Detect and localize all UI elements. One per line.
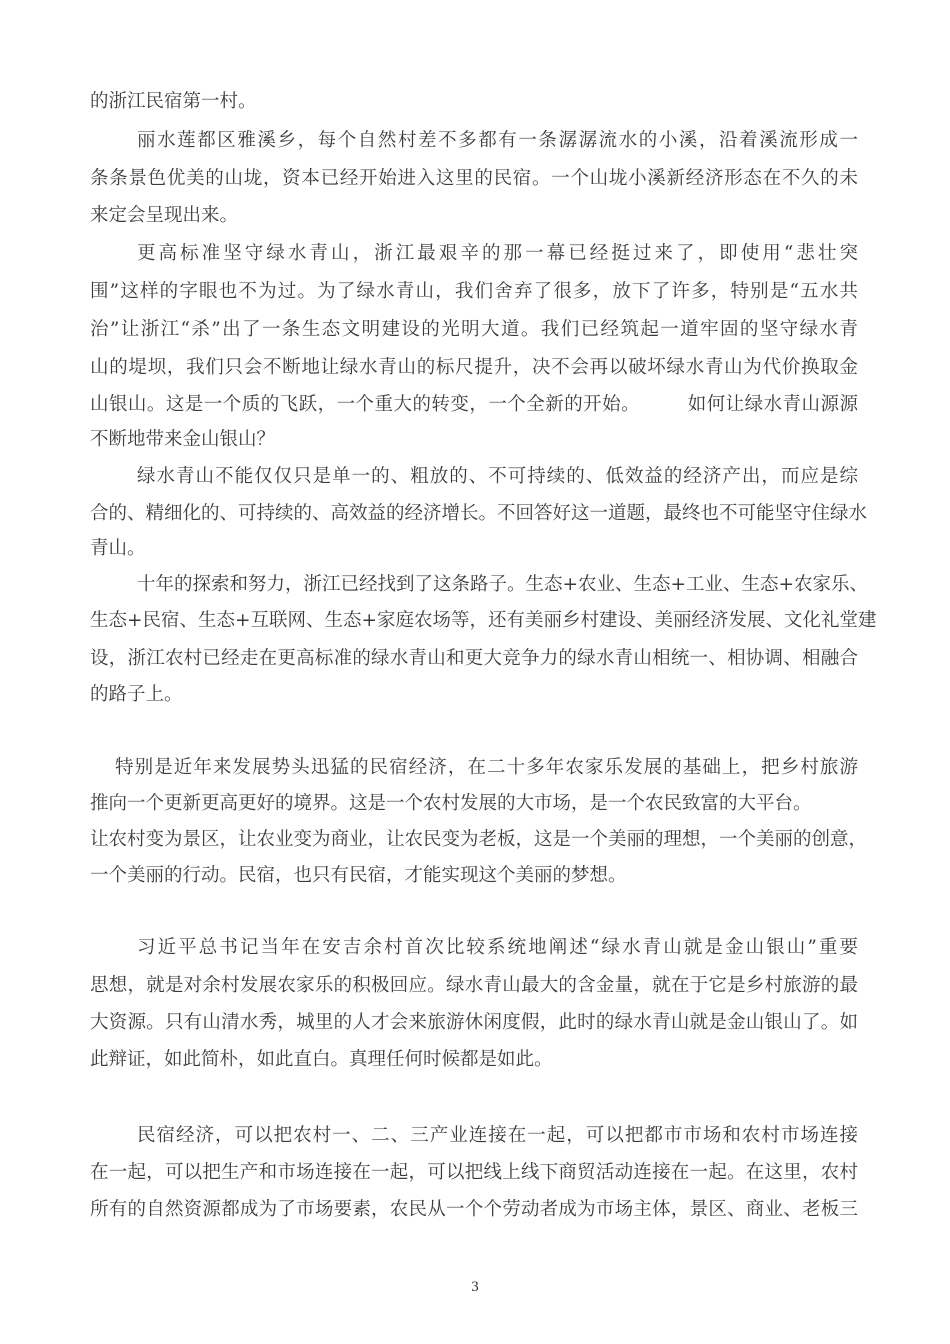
text-line: 青山。: [90, 538, 146, 559]
text-line: 山银山。这是一个质的飞跃，一个重大的转变，一个全新的开始。 如何让绿水青山源源: [90, 394, 858, 415]
text-line: 大资源。只有山清水秀，城里的人才会来旅游休闲度假，此时的绿水青山就是金山银山了。如: [90, 1012, 858, 1033]
text-line: 条条景色优美的山垅，资本已经开始进入这里的民宿。一个山垅小溪新经济形态在不久的未: [90, 168, 858, 189]
text-line: 的路子上。: [90, 684, 183, 705]
text-line: 来定会呈现出来。: [90, 205, 239, 226]
text-line: 生态+民宿、生态+互联网、生态+家庭农场等，还有美丽乡村建设、美丽经济发展、文化礼堂建: [90, 610, 877, 631]
text-line: 合的、精细化的、可持续的、高效益的经济增长。不回答好这一道题，最终也不可能坚守住绿水: [90, 503, 868, 524]
text-line: 围”这样的字眼也不为过。为了绿水青山，我们舍弃了很多，放下了许多，特别是“五水共: [90, 281, 858, 302]
text-line: 设，浙江农村已经走在更高标准的绿水青山和更大竞争力的绿水青山相统一、相协调、相融合: [90, 648, 858, 669]
text-line: 民宿经济，可以把农村一、二、三产业连接在一起，可以把都市市场和农村市场连接: [137, 1125, 858, 1146]
text-line: 十年的探索和努力，浙江已经找到了这条路子。生态+农业、生态+工业、生态+农家乐、: [137, 574, 869, 595]
text-line: 此辩证，如此简朴，如此直白。真理任何时候都是如此。: [90, 1049, 553, 1070]
text-line: 让农村变为景区，让农业变为商业，让农民变为老板，这是一个美丽的理想，一个美丽的创意，: [90, 829, 868, 850]
text-line: 一个美丽的行动。民宿，也只有民宿，才能实现这个美丽的梦想。: [90, 865, 627, 886]
page-number: 3: [471, 1279, 479, 1295]
text-line: 的浙江民宿第一村。: [90, 91, 257, 112]
text-line: 所有的自然资源都成为了市场要素，农民从一个个劳动者成为市场主体，景区、商业、老板三: [90, 1199, 858, 1220]
text-line: 更高标准坚守绿水青山，浙江最艰辛的那一幕已经挺过来了，即使用“悲壮突: [137, 243, 858, 264]
text-line: 推向一个更新更高更好的境界。这是一个农村发展的大市场，是一个农民致富的大平台。: [90, 793, 812, 814]
text-line: 习近平总书记当年在安吉余村首次比较系统地阐述“绿水青山就是金山银山”重要: [137, 937, 858, 958]
text-line: 思想，就是对余村发展农家乐的积极回应。绿水青山最大的含金量，就在于它是乡村旅游的最: [90, 975, 858, 996]
text-line: 特别是近年来发展势头迅猛的民宿经济，在二十多年农家乐发展的基础上，把乡村旅游: [115, 757, 858, 778]
text-line: 丽水莲都区雅溪乡，每个自然村差不多都有一条潺潺流水的小溪，沿着溪流形成一: [137, 130, 858, 151]
text-line: 不断地带来金山银山？: [90, 429, 276, 450]
text-line: 治”让浙江“杀”出了一条生态文明建设的光明大道。我们已经筑起一道牢固的坚守绿水青: [90, 319, 858, 340]
text-line: 山的堤坝，我们只会不断地让绿水青山的标尺提升，决不会再以破坏绿水青山为代价换取金: [90, 357, 858, 378]
text-line: 绿水青山不能仅仅只是单一的、粗放的、不可持续的、低效益的经济产出，而应是综: [137, 466, 858, 487]
text-line: 在一起，可以把生产和市场连接在一起，可以把线上线下商贸活动连接在一起。在这里，农村: [90, 1162, 858, 1183]
